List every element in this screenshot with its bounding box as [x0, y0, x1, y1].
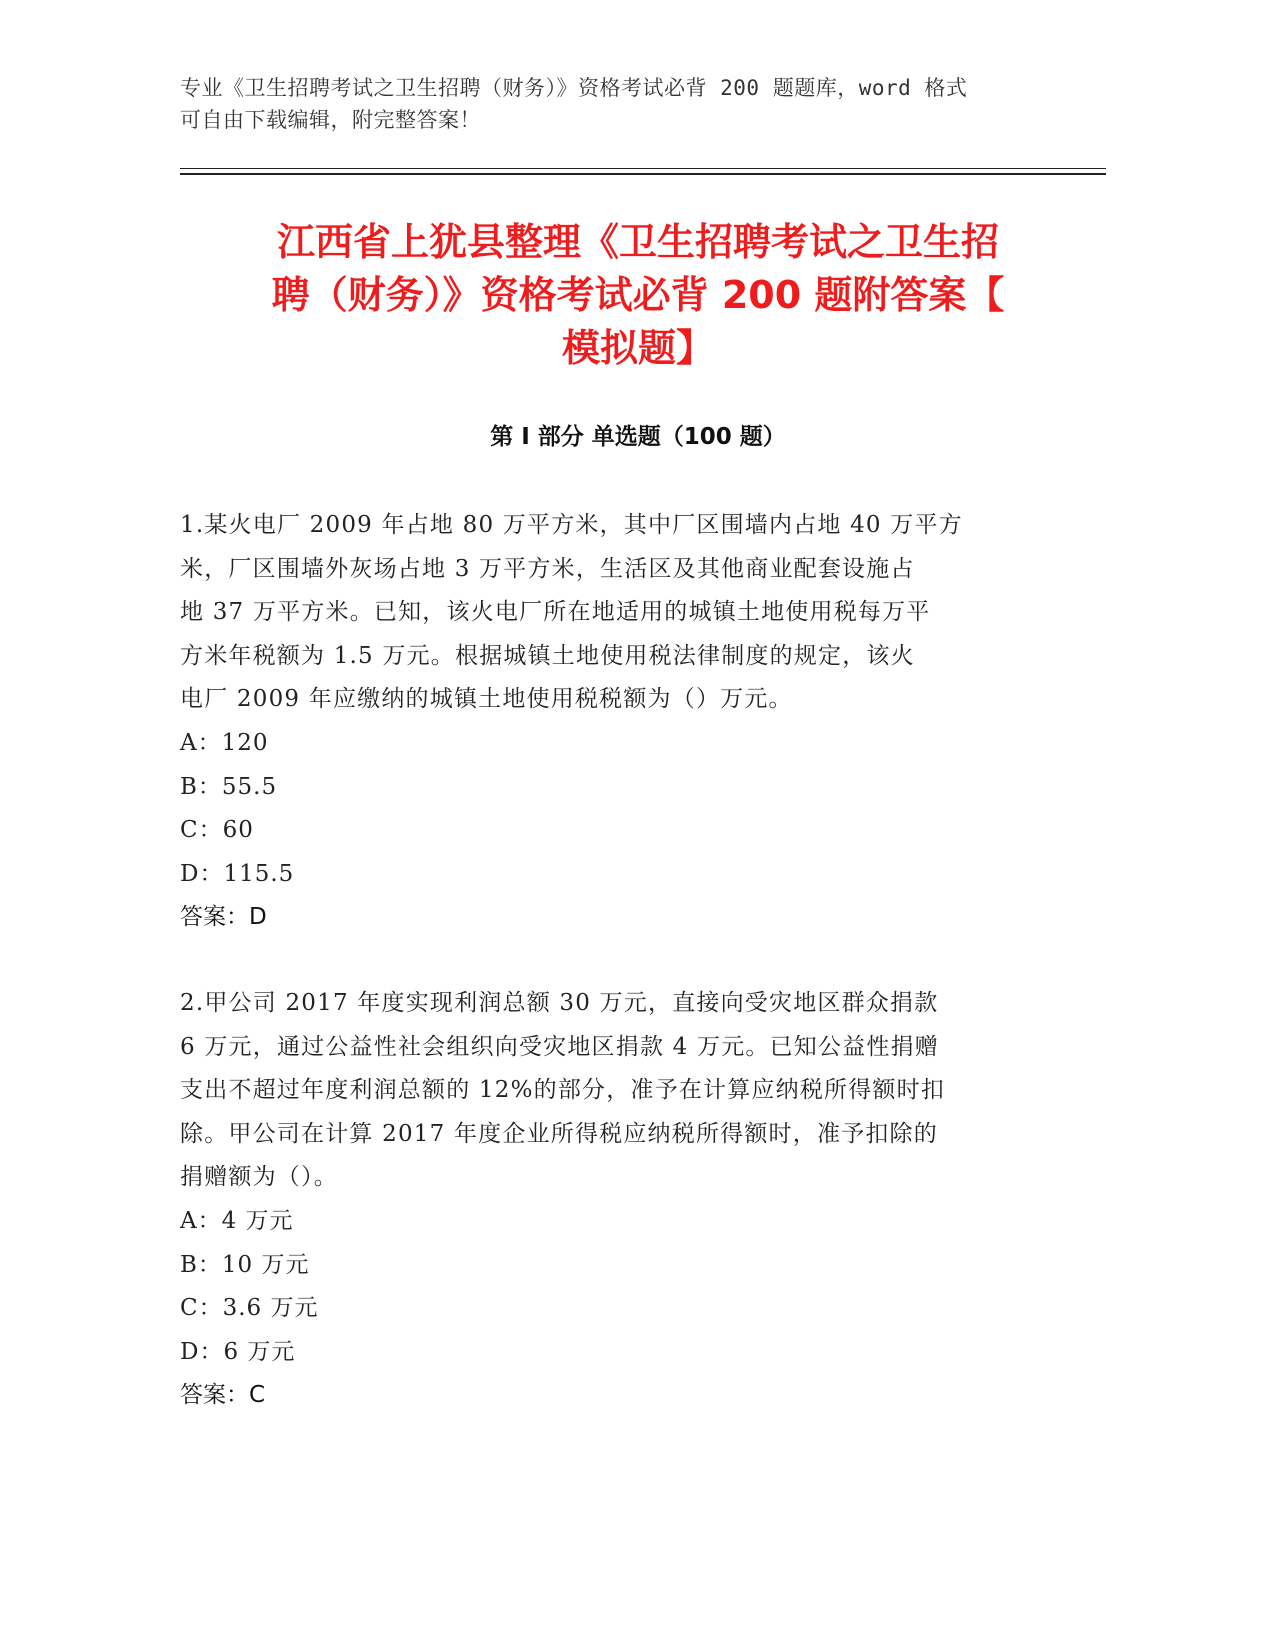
option-b: B：10 万元 [180, 1251, 310, 1278]
answer: 答案：D [180, 904, 267, 931]
question-stem [180, 982, 1040, 1200]
question-1 [180, 504, 1040, 940]
answer: 答案：C [180, 1382, 266, 1409]
option-a: A：120 [180, 729, 269, 756]
question-stem-line: 方米年税额为 1.5 万元。根据城镇土地使用税法律制度的规定，该火 [180, 642, 915, 669]
question-stem-line: 电厂 2009 年应缴纳的城镇土地使用税税额为（）万元。 [180, 686, 793, 713]
option-c: C：3.6 万元 [180, 1295, 319, 1322]
question-stem-line: 捐赠额为（）。 [180, 1164, 338, 1191]
header-divider-thin [180, 168, 1106, 169]
question-stem-line: 米，厂区围墙外灰场占地 3 万平方米，生活区及其他商业配套设施占 [180, 555, 915, 582]
document-title [180, 216, 1096, 375]
header-note-line: 专业《卫生招聘考试之卫生招聘（财务）》资格考试必背 200 题题库，word 格式 [180, 76, 968, 100]
question-stem-line: 1.某火电厂 2009 年占地 80 万平方米，其中厂区围墙内占地 40 万平方 [180, 512, 963, 538]
header-divider-thick [180, 173, 1106, 175]
question-stem-line: 支出不超过年度利润总额的 12%的部分，准予在计算应纳税所得额时扣 [180, 1077, 946, 1104]
question-stem-line: 除。甲公司在计算 2017 年度企业所得税应纳税所得额时，准予扣除的 [180, 1120, 938, 1147]
section-title: 第 I 部分 单选题（100 题） [490, 424, 786, 450]
option-d: D：6 万元 [180, 1338, 296, 1365]
document-title-line: 聘（财务）》资格考试必背 200 题附答案【 [271, 273, 1005, 317]
option-b: B：55.5 [180, 773, 278, 800]
question-stem-line: 6 万元，通过公益性社会组织向受灾地区捐款 4 万元。已知公益性捐赠 [180, 1033, 939, 1060]
header-note [180, 72, 1060, 136]
option-d: D：115.5 [180, 860, 295, 887]
document-title-line: 江西省上犹县整理《卫生招聘考试之卫生招 [276, 220, 999, 264]
question-stem-line: 2.甲公司 2017 年度实现利润总额 30 万元，直接向受灾地区群众捐款 [180, 990, 939, 1016]
option-c: C：60 [180, 817, 254, 844]
question-2 [180, 982, 1040, 1418]
question-stem [180, 504, 1040, 722]
document-title-line: 模拟题】 [561, 326, 714, 370]
header-note-line: 可自由下载编辑，附完整答案！ [180, 108, 481, 132]
question-stem-line: 地 37 万平方米。已知，该火电厂所在地适用的城镇土地使用税每万平 [180, 599, 931, 626]
option-a: A：4 万元 [180, 1207, 294, 1234]
